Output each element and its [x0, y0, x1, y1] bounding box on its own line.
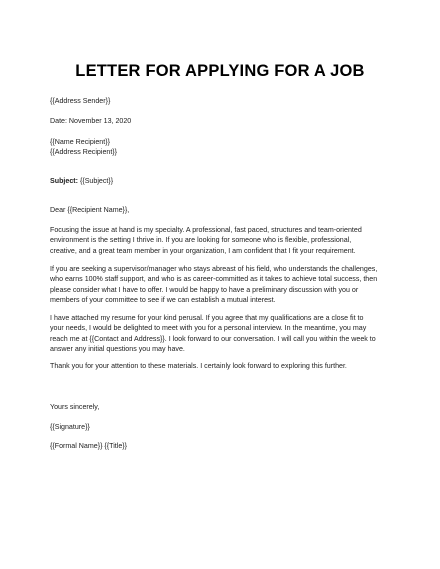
letter-date: Date: November 13, 2020 — [50, 117, 132, 125]
recipient-name: {{Name Recipient}} — [50, 138, 110, 146]
paragraph-line: your needs, I would be delighted to meet with you for a personal interview. In the meantime, you may — [50, 324, 367, 333]
sender-address — [50, 96, 400, 106]
subject-label: Subject: — [50, 177, 78, 185]
salutation — [50, 205, 400, 215]
closing-text: Yours sincerely, — [50, 403, 100, 411]
subject-line — [50, 176, 400, 186]
paragraph-line: members of your committee to see if we can establish a mutual interest. — [50, 296, 276, 305]
paragraph-line: reach me at {{Contact and Address}}. I look forward to our conversation. I will call you within the week to — [50, 334, 376, 343]
address-sender: {{Address Sender}} — [50, 97, 111, 105]
paragraph-3 — [50, 313, 400, 355]
formal-name-block — [50, 441, 400, 451]
paragraph-line: If you are seeking a supervisor/manager who stays abreast of his field, who understands the challenges, — [50, 265, 378, 273]
paragraph-line: I have attached my resume for your kind perusal. If you agree that my qualifications are a close fit to — [50, 314, 364, 322]
recipient-block — [50, 137, 400, 158]
signature-placeholder: {{Signature}} — [50, 423, 90, 431]
document-title: LETTER FOR APPLYING FOR A JOB — [75, 62, 365, 80]
paragraph-2 — [50, 264, 400, 306]
recipient-address: {{Address Recipient}} — [50, 148, 118, 157]
paragraph-line: Focusing the issue at hand is my specialty. A professional, fast paced, structures and team-oriented — [50, 226, 362, 234]
paragraph-line: who earns 100% staff support, and who is as career-committed as it takes to achieve total success, then — [50, 275, 378, 284]
paragraph-line: environment is the setting I thrive in. If you are looking for someone who is flexible, professional, — [50, 236, 352, 245]
paragraph-1 — [50, 225, 400, 256]
closing — [50, 402, 400, 412]
formal-name-title: {{Formal Name}} {{Title}} — [50, 442, 128, 450]
signature-block — [50, 422, 400, 432]
paragraph-4 — [50, 361, 400, 371]
date-block — [50, 116, 400, 126]
paragraph-line: creative, and a great team member in your organization, I am confident that I fit your requirement. — [50, 246, 356, 255]
subject-value: {{Subject}} — [77, 177, 114, 185]
paragraph-line: answer any initial questions you may have. — [50, 345, 185, 354]
paragraph-line: Thank you for your attention to these materials. I certainly look forward to exploring this further. — [50, 362, 347, 370]
paragraph-line: please consider what I have to offer. I would be happy to have a preliminary discussion with you or — [50, 285, 359, 294]
salutation-text: Dear {{Recipient Name}}, — [50, 206, 130, 214]
